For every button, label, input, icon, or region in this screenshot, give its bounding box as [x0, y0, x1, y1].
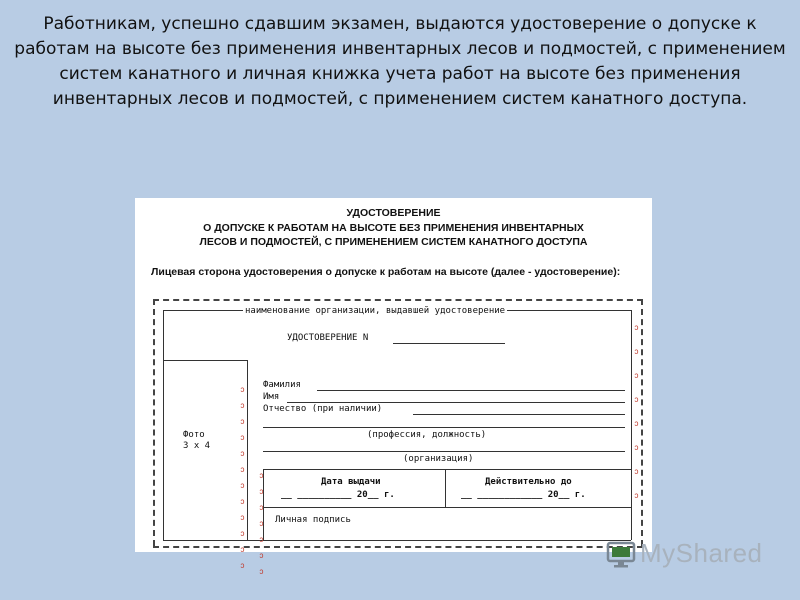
- dashed-border-bottom: [153, 546, 643, 548]
- date-table-divider: [445, 469, 446, 507]
- frame-bottom: [163, 540, 631, 541]
- organization-line: [263, 451, 625, 452]
- valid-until-label: Действительно до: [485, 477, 572, 487]
- certificate-form: [135, 198, 652, 576]
- patronymic-line: [413, 414, 625, 415]
- photo-box-right: [247, 360, 248, 540]
- organization-label: (организация): [403, 454, 474, 464]
- issue-date-label: Дата выдачи: [321, 477, 381, 487]
- frame-left: [163, 310, 164, 540]
- cert-number-line: [393, 343, 505, 344]
- brand-logo: [606, 538, 763, 569]
- frame-right: [631, 310, 632, 540]
- profession-line: [263, 427, 625, 428]
- photo-size-label: 3 х 4: [183, 441, 211, 451]
- dashed-border-left: [153, 299, 155, 546]
- correction-marks-photo: ↄ ↄ ↄ ↄ ↄ ↄ ↄ ↄ ↄ ↄ ↄ ↄ: [240, 385, 245, 570]
- surname-line: [317, 390, 625, 391]
- surname-label: Фамилия: [263, 380, 301, 390]
- correction-marks-table: ↄ ↄ ↄ ↄ ↄ ↄ ↄ: [259, 471, 264, 576]
- cert-number-label: УДОСТОВЕРЕНИЕ N: [287, 333, 369, 343]
- certificate-subtitle-line-2: ЛЕСОВ И ПОДМОСТЕЙ, С ПРИМЕНЕНИЕМ СИСТЕМ КАНАТНОГО ДОСТУПА: [199, 236, 588, 248]
- photo-label: Фото: [183, 430, 205, 440]
- dashed-border-top: [153, 299, 643, 301]
- front-side-label: Лицевая сторона удостоверения о допуске к работам на высоте (далее - удостоверение):: [151, 266, 621, 278]
- photo-box-top: [163, 360, 247, 361]
- correction-marks-right: ↄ ↄ ↄ ↄ ↄ ↄ ↄ ↄ: [634, 323, 639, 500]
- brand-name: MyShared: [640, 538, 763, 568]
- org-name-label: наименование организации, выдавшей удостоверение: [245, 306, 506, 316]
- issue-date-value: __ __________ 20__ г.: [281, 490, 395, 500]
- date-table-top: [263, 469, 631, 470]
- monitor-icon: [606, 539, 640, 569]
- patronymic-label: Отчество (при наличии): [263, 404, 383, 414]
- dashed-border-right: [641, 299, 643, 546]
- date-table-bottom: [263, 507, 631, 508]
- certificate-title: УДОСТОВЕРЕНИЕ: [346, 207, 441, 219]
- name-line: [287, 402, 625, 403]
- profession-label: (профессия, должность): [367, 430, 487, 440]
- signature-label: Личная подпись: [275, 515, 351, 525]
- valid-until-value: __ ____________ 20__ г.: [461, 490, 586, 500]
- certificate-subtitle-line-1: О ДОПУСКЕ К РАБОТАМ НА ВЫСОТЕ БЕЗ ПРИМЕНЕНИЯ ИНВЕНТАРНЫХ: [203, 222, 584, 234]
- name-label: Имя: [263, 392, 280, 402]
- slide-text: Работникам, успешно сдавшим экзамен, выдаются удостоверение о допуске к работам на высоте без применения инвентарных лесов и подмостей, с применением систем канатного и личная книжка учета работ на высоте без применения инвентарных лесов и подмостей, с применением систем канатного доступа.: [14, 14, 786, 109]
- certificate-document: [135, 198, 652, 576]
